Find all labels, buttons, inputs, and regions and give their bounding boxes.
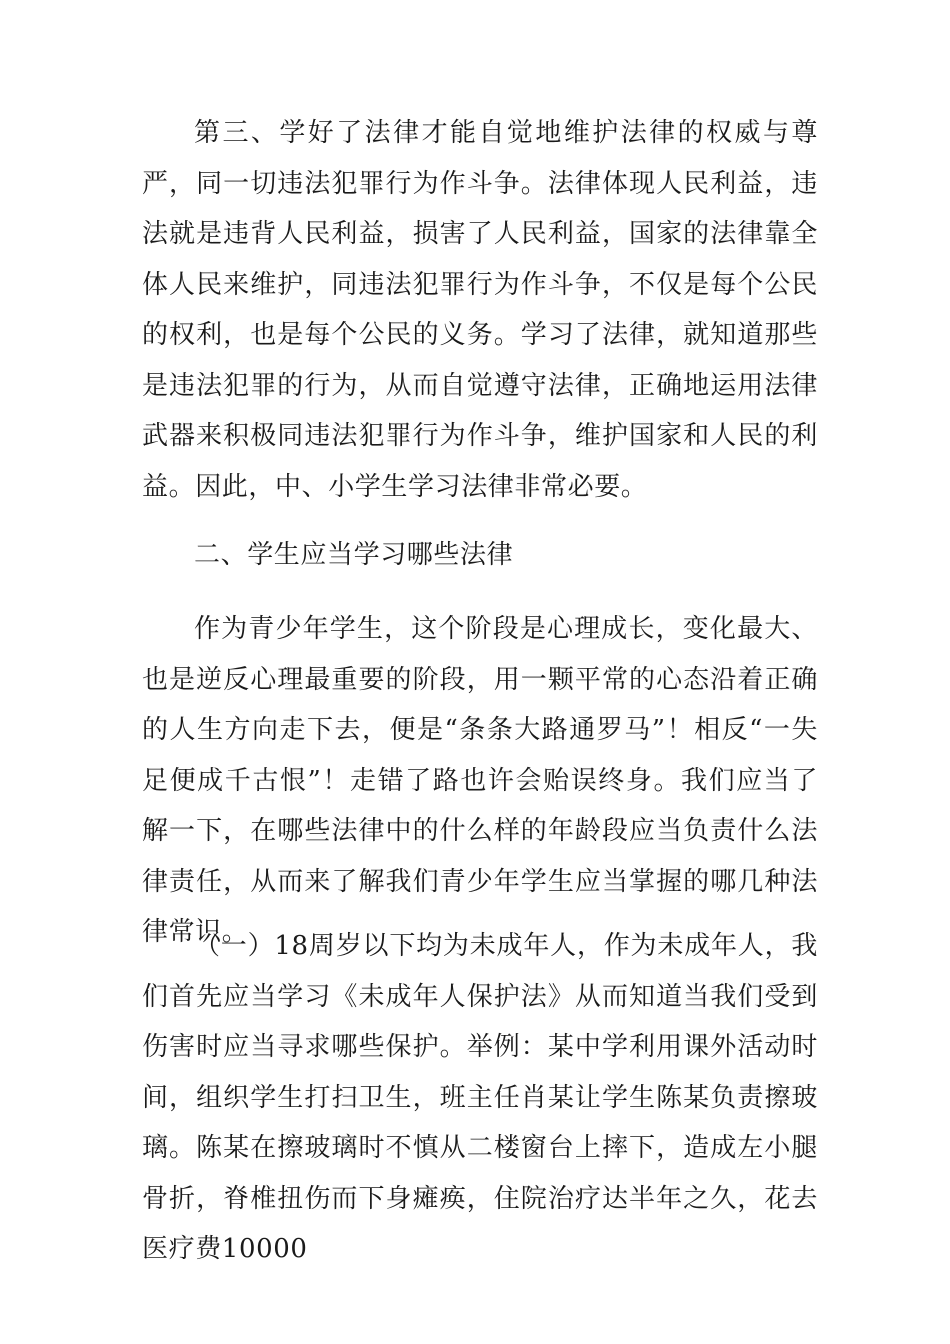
paragraph-law-authority: 第三、学好了法律才能自觉地维护法律的权威与尊严，同一切违法犯罪行为作斗争。法律体现人民利益，违法就是违背人民利益，损害了人民利益，国家的法律靠全体人民来维护，同违法犯罪行为作斗争，不仅是每个公民的权利，也是每个公民的义务。学习了法律，就知道那些是违法犯罪的行为，从而自觉遵守法律，正确地运用法律武器来积极同违法犯罪行为作斗争，维护国家和人民的利益。因此，中、小学生学习法律非常必要。 [142,118,818,502]
section-heading: 二、学生应当学习哪些法律 [194,540,514,570]
paragraph-minor-protection: （一）18周岁以下均为未成年人，作为未成年人，我们首先应当学习《未成年人保护法》从而知道当我们受到伤害时应当寻求哪些保护。举例：某中学利用课外活动时间，组织学生打扫卫生，班主任肖某让学生陈某负责擦玻璃。陈某在擦玻璃时不慎从二楼窗台上摔下，造成左小腿骨折，脊椎扭伤而下身瘫痪，住院治疗达半年之久，花去医疗费10000 [142,931,818,1264]
paragraph-youth-stage: 作为青少年学生，这个阶段是心理成长，变化最大、也是逆反心理最重要的阶段，用一颗平常的心态沿着正确的人生方向走下去，便是“条条大路通罗马”！相反“一失足便成千古恨”！走错了路也许会贻误终身。我们应当了解一下，在哪些法律中的什么样的年龄段应当负责什么法律责任，从而来了解我们青少年学生应当掌握的哪几种法律常识。 [142,614,818,947]
